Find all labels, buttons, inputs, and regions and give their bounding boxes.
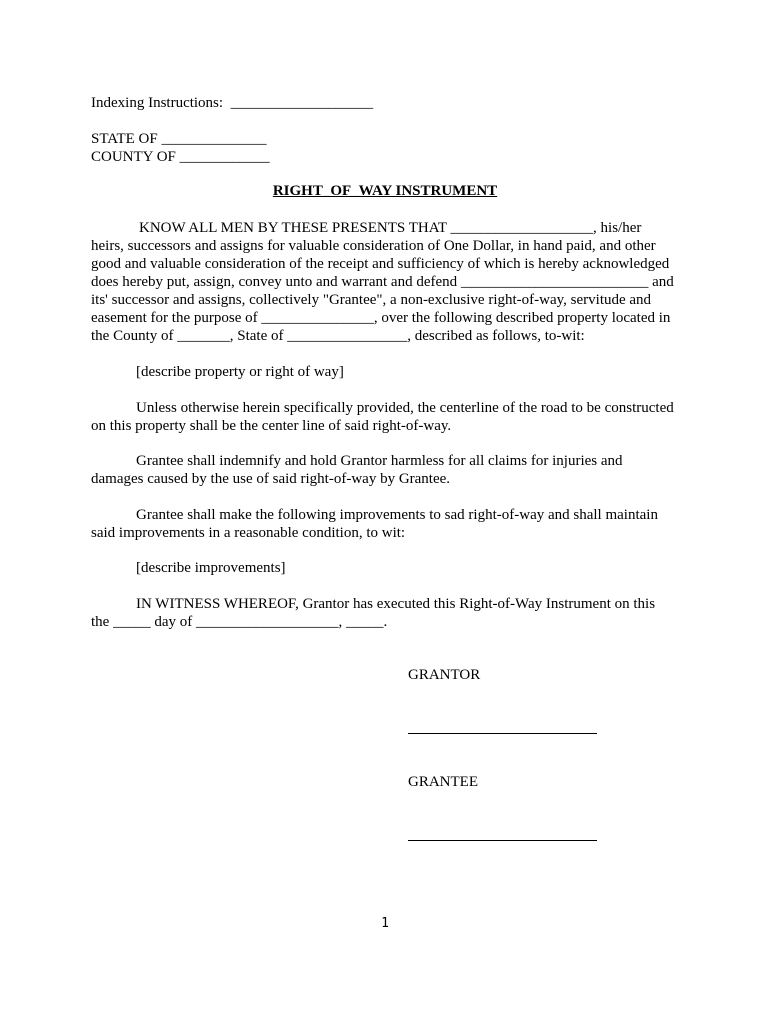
grantor-label: GRANTOR [408, 667, 481, 683]
document-title: RIGHT_OF_WAY INSTRUMENT [272, 183, 498, 199]
grantee-label: GRANTEE [408, 774, 478, 790]
indexing-instructions: Indexing Instructions: ___________________ [91, 95, 374, 111]
p3-line-2: damages caused by the use of said right-of-way by Grantee. [91, 471, 451, 487]
p2-line-2: on this property shall be the center line of said right-of-way. [91, 418, 452, 434]
p1-line-3: good and valuable consideration of the receipt and sufficiency of which is hereby acknowledged [91, 256, 670, 272]
grantee-signature-line[interactable] [408, 840, 597, 841]
p1-line-6: easement for the purpose of _______________, over the following described property located in [91, 310, 671, 326]
p5-line-2: the _____ day of ___________________, _____. [91, 614, 388, 630]
describe-improvements: [describe improvements] [136, 560, 286, 576]
p1-line-2: heirs, successors and assigns for valuable consideration of One Dollar, in hand paid, and other [91, 238, 656, 254]
grantor-signature-line[interactable] [408, 733, 597, 734]
state-field: STATE OF ______________ [91, 131, 267, 147]
p1-line-5: its' successor and assigns, collectively "Grantee", a non-exclusive right-of-way, servitude and [91, 292, 652, 308]
p2-line-1: Unless otherwise herein specifically provided, the centerline of the road to be constructed [136, 400, 674, 416]
p1-line-4: does hereby put, assign, convey unto and warrant and defend _________________________ and [91, 274, 674, 290]
p4-line-2: said improvements in a reasonable condition, to wit: [91, 525, 406, 541]
p1-line-7: the County of _______, State of ________________, described as follows, to-wit: [91, 328, 585, 344]
p5-line-1: IN WITNESS WHEREOF, Grantor has executed this Right-of-Way Instrument on this [136, 596, 656, 612]
p3-line-1: Grantee shall indemnify and hold Grantor harmless for all claims for injuries and [136, 453, 623, 469]
county-field: COUNTY OF ____________ [91, 149, 270, 165]
page-number: 1 [381, 916, 389, 931]
p4-line-1: Grantee shall make the following improvements to sad right-of-way and shall maintain [136, 507, 658, 523]
describe-property: [describe property or right of way] [136, 364, 344, 380]
p1-line-1: KNOW ALL MEN BY THESE PRESENTS THAT ___________________, his/her [139, 220, 642, 236]
